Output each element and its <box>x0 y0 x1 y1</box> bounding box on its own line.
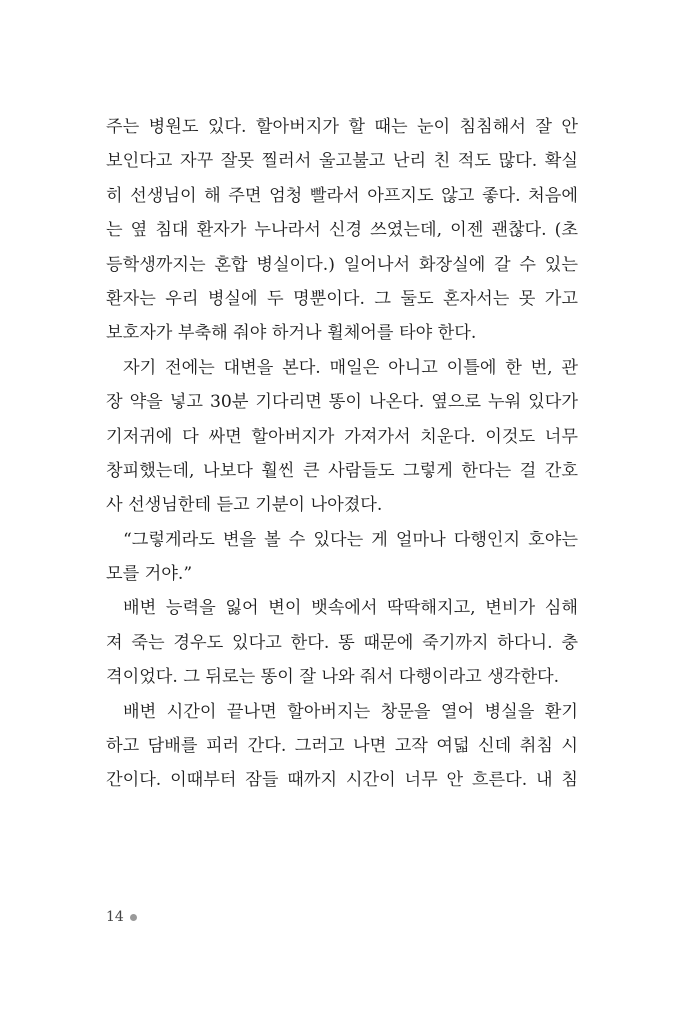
text-line: 히 선생님이 해 주면 엄청 빨라서 아프지도 않고 좋다. 처음에 <box>106 185 578 206</box>
text-line: 보인다고 자꾸 잘못 찔러서 울고불고 난리 친 적도 많다. 확실 <box>106 151 578 172</box>
text-line: 사 선생님한테 듣고 기분이 나아졌다. <box>106 495 383 516</box>
text-line: 주는 병원도 있다. 할아버지가 할 때는 눈이 침침해서 잘 안 <box>106 117 578 137</box>
body-text <box>106 110 578 798</box>
text-line: “그렇게라도 변을 볼 수 있다는 게 얼마나 다행인지 호야는 <box>123 529 578 550</box>
text-line: 하고 담배를 피러 간다. 그러고 나면 고작 여덟 신데 취침 시 <box>106 736 578 757</box>
text-line: 배변 능력을 잃어 변이 뱃속에서 딱딱해지고, 변비가 심해 <box>123 598 578 619</box>
text-line: 배변 시간이 끝나면 할아버지는 창문을 열어 병실을 환기 <box>123 701 578 722</box>
text-line: 보호자가 부축해 줘야 하거나 휠체어를 타야 한다. <box>106 323 477 344</box>
text-line: 는 옆 침대 환자가 누나라서 신경 쓰였는데, 이젠 괜찮다. (초 <box>106 220 578 241</box>
dot-icon <box>130 914 137 921</box>
text-line: 간이다. 이때부터 잠들 때까지 시간이 너무 안 흐른다. 내 침 <box>106 770 578 791</box>
text-line: 기저귀에 다 싸면 할아버지가 가져가서 치운다. 이것도 너무 <box>106 426 578 447</box>
text-line: 자기 전에는 대변을 본다. 매일은 아니고 이틀에 한 번, 관 <box>123 357 578 378</box>
text-line: 져 죽는 경우도 있다고 한다. 똥 때문에 죽기까지 하다니. 충 <box>106 632 578 653</box>
text-line: 환자는 우리 병실에 두 명뿐이다. 그 둘도 혼자서는 못 가고 <box>106 288 578 309</box>
text-line: 장 약을 넣고 30분 기다리면 똥이 나온다. 옆으로 누워 있다가 <box>106 392 578 413</box>
text-line: 모를 거야.” <box>106 564 193 585</box>
text-line: 등학생까지는 혼합 병실이다.) 일어나서 화장실에 갈 수 있는 <box>106 254 578 275</box>
page-footer <box>106 907 137 927</box>
text-line: 창피했는데, 나보다 훨씬 큰 사람들도 그렇게 한다는 걸 간호 <box>106 460 578 481</box>
page-number: 14 <box>106 909 124 925</box>
text-line: 격이었다. 그 뒤로는 똥이 잘 나와 줘서 다행이라고 생각한다. <box>106 667 560 688</box>
